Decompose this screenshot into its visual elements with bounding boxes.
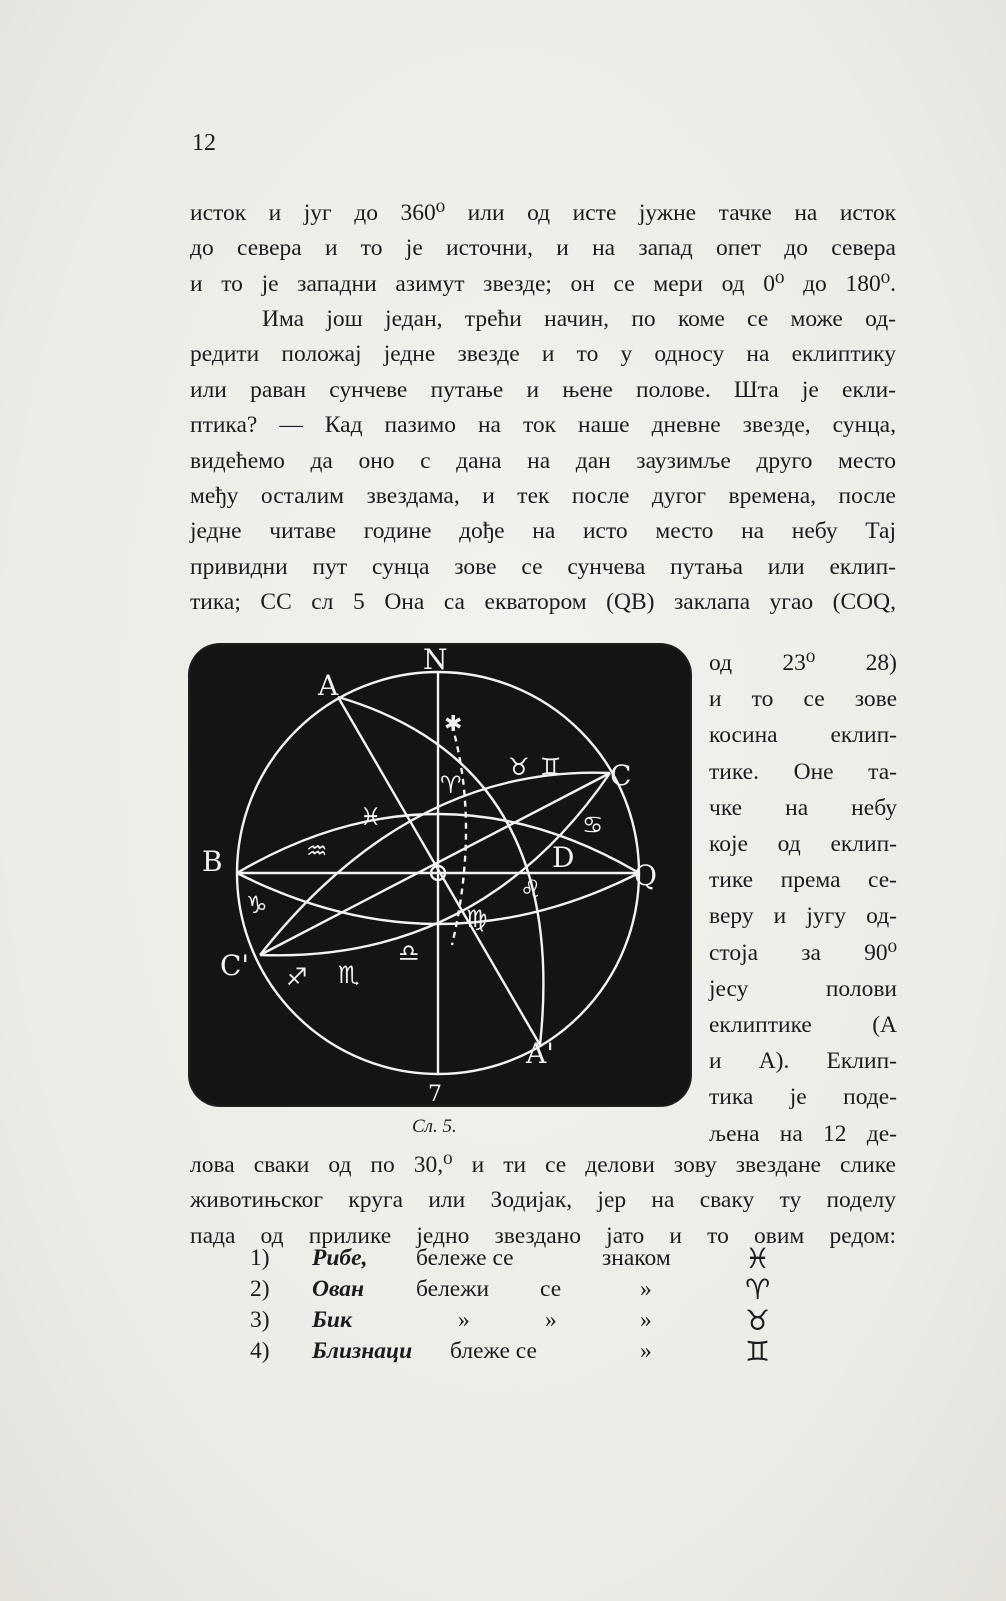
item-name: Бик <box>312 1307 352 1333</box>
label-c: C <box>610 759 632 792</box>
paragraph-1 <box>190 196 896 302</box>
item-number: 1) <box>250 1245 270 1271</box>
text-line: и то се зове <box>709 686 897 713</box>
label-n: N <box>423 645 448 676</box>
item-verb: блеже се <box>450 1338 537 1364</box>
item-number: 2) <box>250 1276 270 1302</box>
label-d: D <box>552 841 575 874</box>
text-line: тике. Оне та- <box>709 758 897 785</box>
text-line: тика је поде- <box>709 1084 897 1111</box>
text-line: међу осталим звездама, и тек после дугог времена, после <box>190 483 896 510</box>
list-item <box>250 1305 810 1336</box>
paragraph-3 <box>190 1148 896 1254</box>
pisces-glyph: ♓ <box>360 803 382 831</box>
taurus-glyph: ♉ <box>508 753 530 781</box>
item-verb: » <box>458 1307 470 1333</box>
sagittarius-glyph: ♐ <box>286 963 308 991</box>
item-se: » <box>545 1307 557 1333</box>
cancer-glyph: ♋ <box>582 811 604 839</box>
celestial-sphere-figure <box>190 645 690 1105</box>
aquarius-glyph: ♒ <box>306 837 328 865</box>
label-a-prime: A' <box>526 1037 554 1070</box>
item-se: се <box>540 1276 562 1302</box>
aries-sign-icon: ♈ <box>745 1273 771 1306</box>
text-line: видећемо да оно с дана на дан заузимље друго место <box>190 447 896 474</box>
gemini-sign-icon: ♊ <box>745 1335 771 1368</box>
text-line: привидни пут сунца зове се сунчева путања или еклип- <box>190 553 896 580</box>
leo-glyph: ♌ <box>520 875 542 903</box>
zodiac-list <box>250 1243 810 1367</box>
figure-caption: Сл. 5. <box>412 1116 457 1137</box>
text-line: тика; СС сл 5 Она са екватором (QB) заклапа угао (COQ, <box>190 589 896 616</box>
page-number: 12 <box>192 130 216 156</box>
text-line: до севера и то је источни, и на запад опет до севера <box>190 235 896 262</box>
capricorn-glyph: ♑ <box>246 891 268 919</box>
text-line: и А). Еклип- <box>709 1048 897 1075</box>
text-line: једне читаве године дође на исто место на небу Тај <box>190 518 896 545</box>
text-line: и то је западни азимут звезде; он се мери од 0⁰ до 180⁰. <box>190 270 896 297</box>
text-line: јесу полови <box>709 975 897 1002</box>
scorpio-glyph: ♏ <box>338 961 360 989</box>
text-line: исток и југ до 360⁰ или од исте јужне тачке на исток <box>190 200 896 226</box>
list-item <box>250 1336 810 1367</box>
item-verb: бележи <box>416 1276 490 1302</box>
taurus-sign-icon: ♉ <box>745 1304 771 1337</box>
text-line: које од еклип- <box>709 831 897 858</box>
text-line: пада од прилике једно звездано јато и то овим редом: <box>190 1222 896 1249</box>
text-line: животињског круга или Зодијак, јер на сваку ту поделу <box>190 1187 896 1214</box>
text-line: еклиптике (А <box>709 1012 897 1039</box>
text-line: птика? — Кад пазимо на ток наше дневне звезде, сунца, <box>190 412 896 439</box>
text-line: или раван сунчеве путање и њене полове. Шта је екли- <box>190 376 896 403</box>
label-q: Q <box>634 859 657 892</box>
virgo-glyph: ♍ <box>466 905 488 933</box>
item-tail: » <box>640 1307 652 1333</box>
item-number: 4) <box>250 1338 270 1364</box>
item-tail: » <box>640 1338 652 1364</box>
text-line: редити положај једне звезде и то у односу на еклиптику <box>190 341 896 368</box>
pisces-sign-icon: ♓ <box>745 1242 771 1275</box>
label-bottom: 7 <box>428 1082 442 1105</box>
text-line: косина еклип- <box>709 722 897 749</box>
paragraph-2 <box>190 302 896 621</box>
star-icon: ✱ <box>444 712 463 737</box>
gemini-glyph: ♊ <box>540 753 562 781</box>
text-line: љена на 12 де- <box>709 1120 897 1147</box>
item-verb: бележе се <box>416 1245 514 1271</box>
text-line: веру и југу од- <box>709 903 897 930</box>
aries-glyph: ♈ <box>440 771 462 799</box>
label-a: A <box>318 669 339 702</box>
label-b: B <box>202 845 223 878</box>
libra-glyph: ♎ <box>398 939 420 967</box>
side-text <box>709 645 897 1152</box>
text-line: лова сваки од по 30,⁰ и ти се делови зову звездане слике <box>190 1152 896 1178</box>
list-item <box>250 1243 810 1274</box>
label-c-prime: C' <box>220 949 250 982</box>
celestial-sphere-diagram <box>190 645 690 1105</box>
item-tail: знаком <box>602 1245 671 1271</box>
item-number: 3) <box>250 1307 270 1333</box>
item-tail: » <box>640 1276 652 1302</box>
text-line: стоја за 90⁰ <box>709 939 897 966</box>
text-line: чке на небу <box>709 794 897 821</box>
text-line: Има још један, трећи начин, по коме се може од- <box>262 306 896 332</box>
item-name: Рибе, <box>312 1245 368 1271</box>
list-item <box>250 1274 810 1305</box>
item-name: Ован <box>312 1276 365 1302</box>
item-name: Близнаци <box>312 1338 413 1364</box>
text-line: од 23⁰ 28) <box>709 650 897 676</box>
text-line: тике према се- <box>709 867 897 894</box>
